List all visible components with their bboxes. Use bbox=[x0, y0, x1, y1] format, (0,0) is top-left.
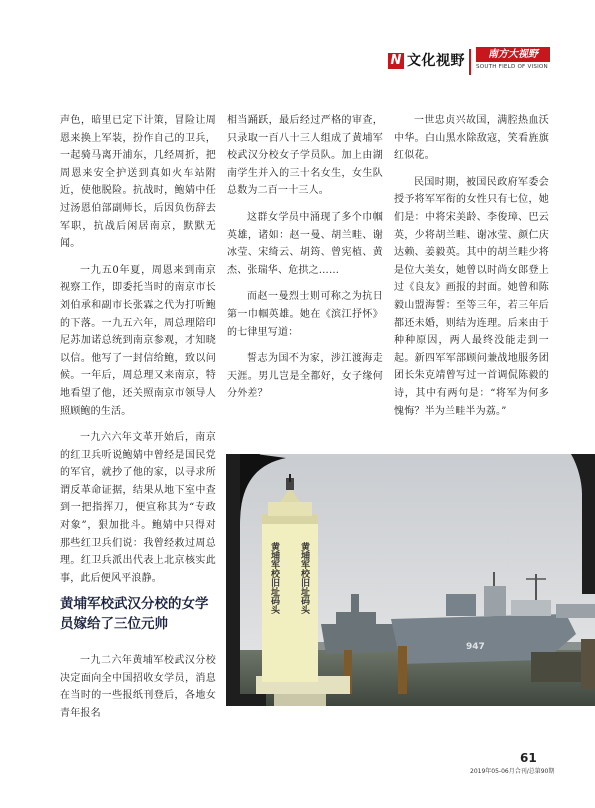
monument-inscription-left: 黄埔军校旧址码头 bbox=[269, 542, 279, 614]
paragraph: 相当踊跃，最后经过严格的审查，只录取一百八十三人组成了黄埔军校武汉分校女子学员队。加上由湖南学生并入的三十名女生，女生队总数为二百一十三人。 bbox=[227, 115, 383, 197]
section-heading: 黄埔军校武汉分校的女学员嫁给了三位元帅 bbox=[60, 596, 209, 632]
paragraph: 声色，暗里已定下计策，冒险让周恩来换上军装，扮作自己的卫兵，一起骑马离开浦东，几经周折，把周恩来安全护送到真如火车站附近，使他脱险。抗战时，鲍婧中任过汤恩伯部副师长，后因负伤辞去军职，抗战后闲居南京，默默无闻。 bbox=[60, 115, 216, 250]
section-logo bbox=[388, 47, 558, 77]
monument-inscription-right: 黄埔军校旧址码头 bbox=[299, 542, 309, 614]
issue-info: 2019年05-06月合刊/总第90期 bbox=[470, 768, 555, 775]
logo-divider bbox=[469, 49, 471, 75]
paragraph: 这群女学员中涌现了多个巾帼英雄，诸如：赵一曼、胡兰畦、谢冰莹、宋绮云、胡筠、曾宪植、黄杰、张瑞华、危拱之…… bbox=[227, 211, 383, 276]
magazine-logo-icon: N bbox=[388, 53, 404, 69]
article-column-1-bottom bbox=[60, 652, 216, 731]
paragraph: 一九六六年文革开始后，南京的红卫兵听说鲍婧中曾经是国民党的军官，就抄了他的家，以寻求所谓反革命证据，结果从地下室中查到一把指挥刀，便宣称其为“专政对象”，狠加批斗。鲍婧中只得对那些红卫兵们说：我曾经救过周总理。红卫兵派出代表上北京核实此事，此后便风平浪静。 bbox=[60, 432, 216, 584]
page-number: 61 bbox=[520, 751, 537, 765]
article-column-3 bbox=[394, 112, 549, 429]
article-column-2 bbox=[227, 112, 383, 412]
paragraph: 而赵一曼烈士则可称之为抗日第一巾帼英雄。她在《滨江抒怀》的七律里写道： bbox=[227, 291, 383, 338]
poem-text: 一世忠贞兴故国，满腔热血沃中华。白山黑水除敌寇，笑看旌旗红似花。 bbox=[394, 115, 549, 162]
paragraph: 民国时期，被国民政府军委会授予将军军衔的女性只有七位，她们是：中将宋美龄、李俊璋、巴云英，少将胡兰畦、谢冰莹、颜仁庆达赖、姜毅英。其中的胡兰畦少将是位大美女，她曾以时尚女郎登上过《良友》画报的封面。她曾和陈毅山盟海誓：至等三年，若三年后都还未婚，则结为连理。后来由于种种原因，两人最终没能走到一起。新四军军部顾问兼战地服务团团长朱克靖曾写过一首调侃陈毅的诗，其中有两句是：“将军为何多愧悔？半为兰畦半为荔。” bbox=[394, 176, 549, 417]
section-subtitle: SOUTH FIELD OF VISION bbox=[476, 64, 548, 70]
paragraph: 一九五0年夏，周恩来到南京视察工作，即委托当时的南京市长刘伯承和副市长张霖之代为打听鲍的下落。一九五六年，周总理陪印尼苏加诺总统到南京参观，才知晓以信。他写了一封信给鲍，致以问候。一年后，周总理又来南京，特地看望了他，还关照南京市领导人照顾鲍的生活。 bbox=[60, 264, 216, 417]
poem-text: 誓志为国不为家，涉江渡海走天涯。男儿岂是全都好，女子缘何分外差？ bbox=[227, 353, 383, 400]
svg-text:947: 947 bbox=[466, 642, 485, 652]
harbor-photo bbox=[226, 454, 595, 706]
paragraph: 一九二六年黄埔军校武汉分校决定面向全中国招收女学员，消息在当时的一些报纸刊登后，各地女青年报名 bbox=[60, 655, 216, 719]
magazine-name: 南方大视野 bbox=[476, 47, 550, 62]
section-title: 文化视野 bbox=[407, 53, 465, 69]
article-column-1 bbox=[60, 112, 216, 596]
